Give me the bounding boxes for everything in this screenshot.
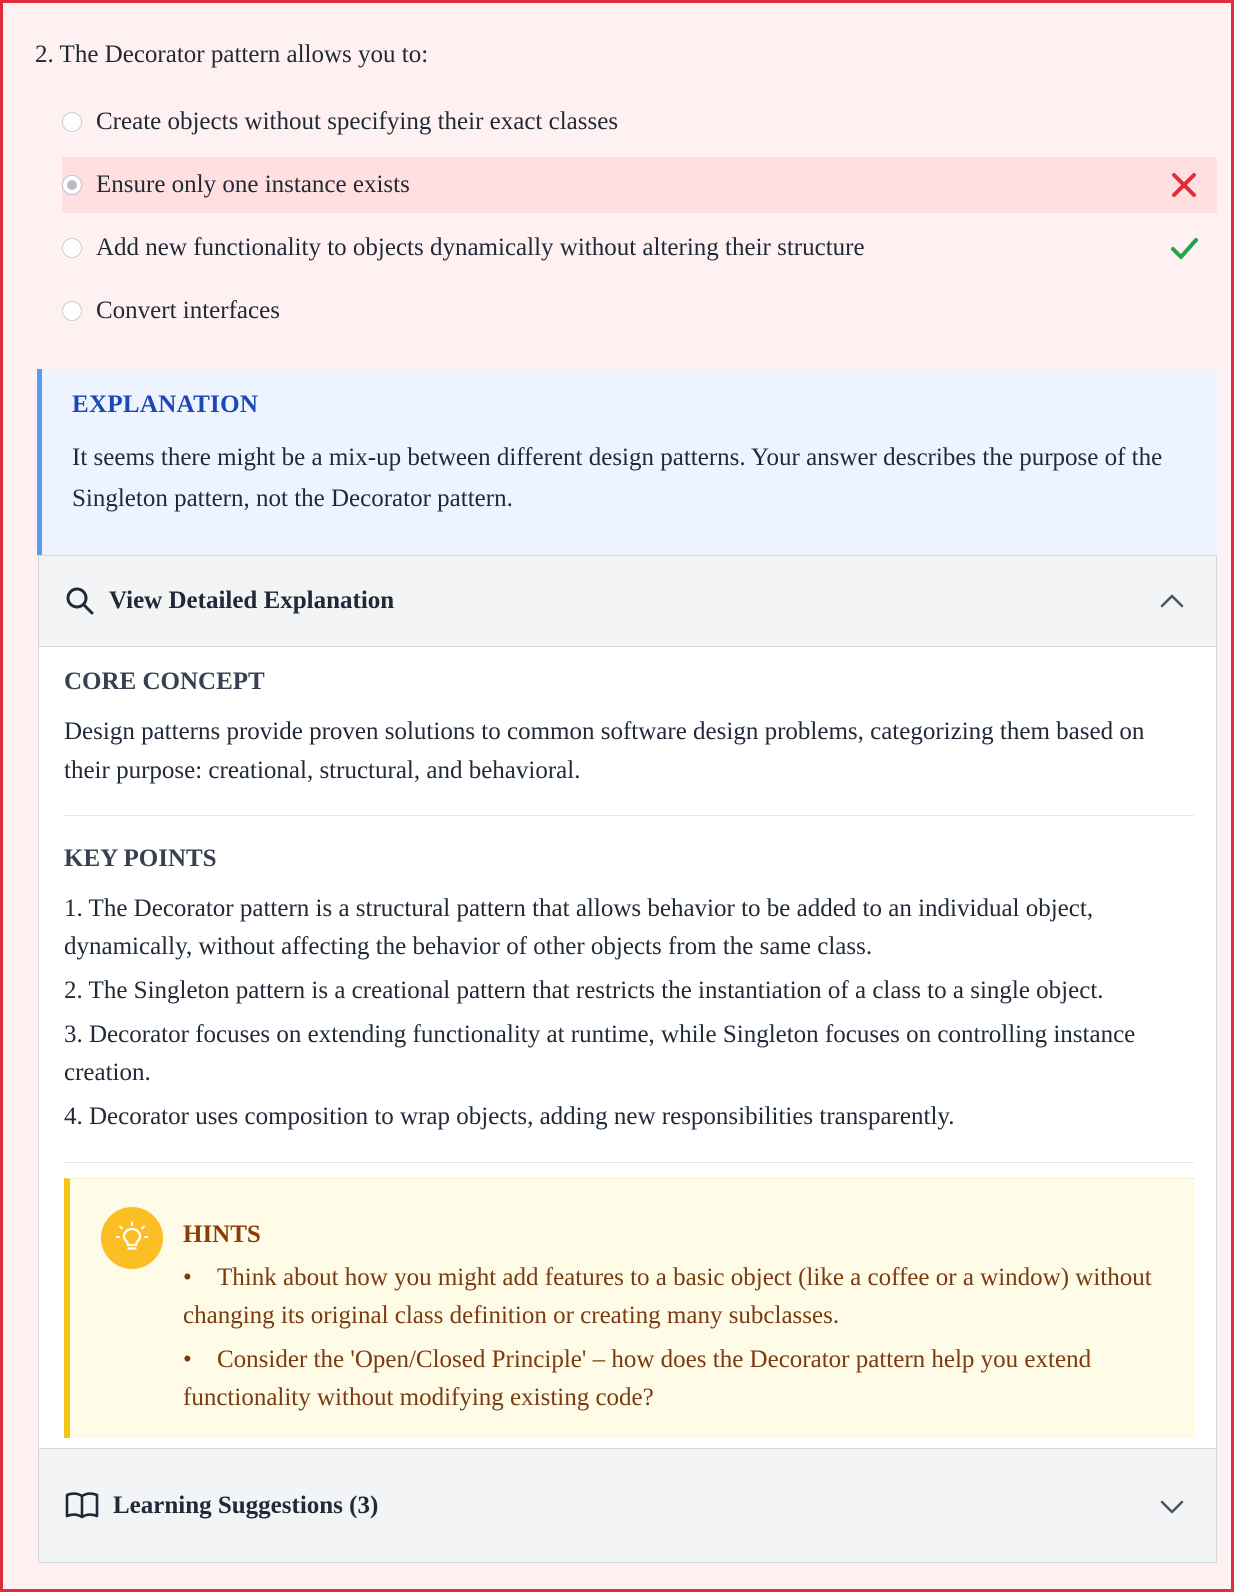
- option-1[interactable]: [62, 94, 1217, 150]
- key-points-title: KEY POINTS: [64, 845, 217, 872]
- key-point-item: 4. Decorator uses composition to wrap objects, adding new responsibilities transparently.: [64, 1103, 955, 1130]
- search-icon: [65, 586, 95, 616]
- hint-item: [183, 1341, 1163, 1417]
- hint-item: [183, 1259, 1163, 1335]
- detailed-explanation-accordion: [38, 555, 1217, 1563]
- detailed-explanation-toggle[interactable]: [39, 556, 1216, 647]
- book-icon: [65, 1491, 99, 1521]
- explanation-title: EXPLANATION: [72, 391, 259, 418]
- option-label: Create objects without specifying their exact classes: [96, 108, 619, 135]
- bullet: •: [183, 1346, 192, 1373]
- question-text: 2. The Decorator pattern allows you to:: [35, 41, 429, 68]
- option-label: Ensure only one instance exists: [96, 171, 410, 198]
- radio-button-selected[interactable]: [62, 175, 82, 195]
- option-4[interactable]: [62, 283, 1217, 339]
- radio-button[interactable]: [62, 112, 82, 132]
- detailed-explanation-title: View Detailed Explanation: [109, 587, 395, 614]
- key-point-item: 1. The Decorator pattern is a structural pattern that allows behavior to be added to an individual object, dynamically, without affecting the behavior of other objects from the same class.: [64, 895, 1094, 960]
- lightbulb-icon: [101, 1207, 163, 1269]
- core-concept-text: Design patterns provide proven solutions to common software design problems, categorizing them based on their purpose: creational, structural, and behavioral.: [64, 718, 1145, 784]
- chevron-up-icon[interactable]: [1158, 587, 1186, 615]
- divider: [64, 1162, 1194, 1163]
- radio-button[interactable]: [62, 238, 82, 258]
- option-label: Add new functionality to objects dynamically without altering their structure: [96, 234, 865, 261]
- hints-title: HINTS: [183, 1221, 261, 1248]
- core-concept-title: CORE CONCEPT: [64, 668, 265, 695]
- bullet: •: [183, 1264, 192, 1291]
- radio-button[interactable]: [62, 301, 82, 321]
- chevron-down-icon[interactable]: [1158, 1492, 1186, 1520]
- explanation-text: It seems there might be a mix-up between different design patterns. Your answer describes the purpose of the Singleton pattern, not the Decorator pattern.: [72, 444, 1163, 512]
- wrong-x-icon: [1169, 170, 1199, 200]
- hint-text: Think about how you might add features to a basic object (like a coffee or a window) without changing its original class definition or creating many subclasses.: [183, 1264, 1152, 1329]
- key-point-item: 3. Decorator focuses on extending functionality at runtime, while Singleton focuses on controlling instance creation.: [64, 1021, 1136, 1086]
- divider: [64, 815, 1194, 816]
- learning-suggestions-toggle[interactable]: [39, 1448, 1216, 1562]
- option-3[interactable]: [62, 220, 1217, 276]
- hints-box: [64, 1178, 1195, 1438]
- option-2[interactable]: [62, 157, 1217, 213]
- key-point-item: 2. The Singleton pattern is a creational pattern that restricts the instantiation of a class to a single object.: [64, 977, 1104, 1004]
- option-label: Convert interfaces: [96, 297, 280, 324]
- learning-suggestions-title: Learning Suggestions (3): [113, 1491, 379, 1519]
- correct-check-icon: [1169, 233, 1199, 263]
- explanation-box: [37, 369, 1217, 555]
- hint-text: Consider the 'Open/Closed Principle' – how does the Decorator pattern help you extend functionality without modifying existing code?: [183, 1346, 1092, 1411]
